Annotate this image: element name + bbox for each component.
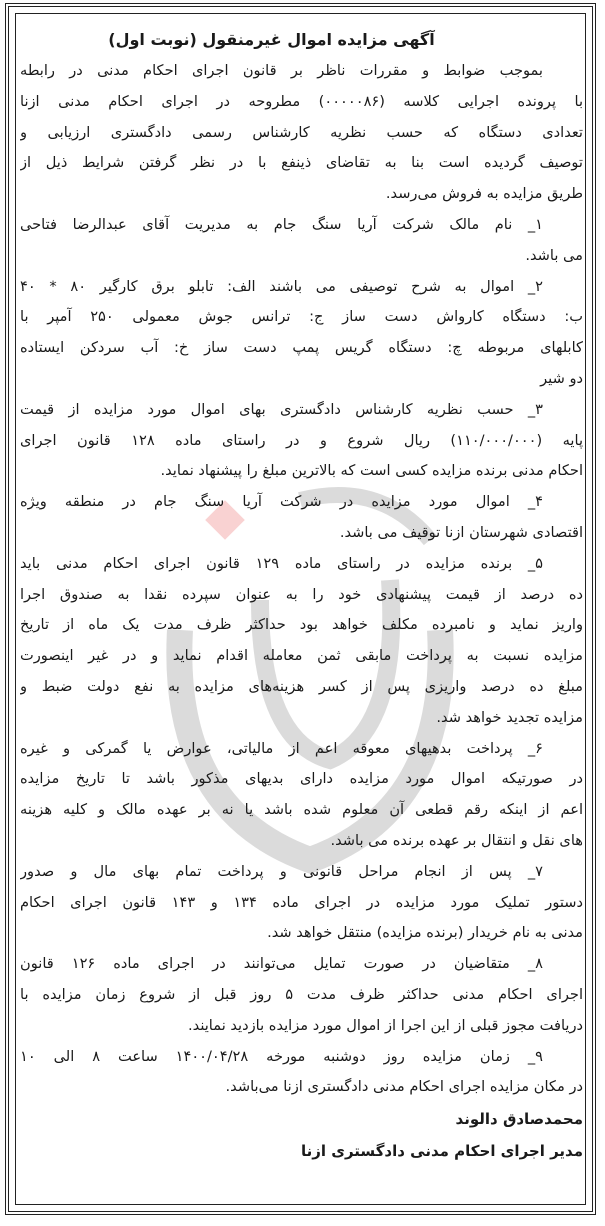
- notice-paragraph: [20, 734, 583, 857]
- notice-paragraphs: [20, 56, 583, 1103]
- notice-paragraph: [20, 549, 583, 734]
- signer-position: مدیر اجرای احکام مدنی دادگستری ازنا: [300, 1142, 583, 1161]
- paragraph-line: های نقل و انتقال بر عهده برنده می باشد.: [330, 831, 583, 849]
- paragraph-line: با پرونده اجرایی کلاسه (۰۰۰۰۰۸۶) مطروحه در اجرای احکام مدنی ازنا: [20, 92, 583, 110]
- paragraph-line: مبلغ ده درصد واریزی پس از کسر هزینه‌های مزایده به نفع دولت ضبط و: [20, 677, 583, 695]
- paragraph-line: ۲_ اموال به شرح توصیفی می باشند الف: تابلو برق کارگیر ۸۰ * ۴۰: [20, 277, 544, 295]
- paragraph-line: ۷_ پس از انجام مراحل قانونی و پرداخت تمام بهای مال و صدور: [20, 862, 543, 880]
- paragraph-line: ۴_ اموال مورد مزایده در شرکت آریا سنگ جام در منطقه ویژه: [20, 493, 543, 511]
- paragraph-line: مزایده تجدید خواهد شد.: [436, 708, 583, 726]
- paragraph-line: ۹_ زمان مزایده روز دوشنبه مورخه ۱۴۰۰/۰۴/۲۸ ساعت ۸ الی ۱۰: [20, 1047, 544, 1065]
- paragraph-line: ۳_ حسب نظریه کارشناس دادگستری بهای اموال مورد مزایده از قیمت: [20, 400, 543, 418]
- paragraph-line: اجرای احکام مدنی حداکثر ظرف مدت ۵ روز قبل از شروع زمان مزایده با: [20, 985, 583, 1003]
- notice-paragraph: [20, 857, 583, 949]
- paragraph-line: تعدادی دستگاه که حسب نظریه کارشناس رسمی دادگستری ارزیابی و: [20, 123, 583, 141]
- paragraph-line: بموجب ضوابط و مقررات ناظر بر قانون اجرای احکام مدنی در رابطه: [20, 62, 543, 79]
- paragraph-line: ۸_ متقاضیان در صورت تمایل می‌توانند در اجرای ماده ۱۲۶ قانون: [20, 955, 544, 973]
- notice-paragraph: [20, 272, 583, 395]
- paragraph-line: واریز نماید و نامبرده مکلف خواهد بود حداکثر ظرف مدت یک ماه از تاریخ: [20, 616, 583, 634]
- paragraph-line: پایه (۱۱۰/۰۰۰/۰۰۰) ریال شروع و در راستای ماده ۱۲۸ قانون اجرای: [20, 431, 583, 449]
- paragraph-line: ۵_ برنده مزایده در راستای ماده ۱۲۹ قانون اجرای احکام مدنی باید: [20, 554, 544, 572]
- notice-body: [20, 24, 583, 1167]
- paragraph-line: دستور تملیک مورد مزایده در اجرای ماده ۱۳۴ و ۱۴۳ قانون اجرای احکام: [20, 893, 583, 911]
- paragraph-line: توصیف گردیده است بنا به تقاضای ذینفع با در نظر گرفتن شرایط ذیل از: [20, 154, 583, 172]
- notice-paragraph: [20, 487, 583, 549]
- paragraph-line: دریافت مجوز قبلی از این اجرا از اموال مورد مزایده بازدید نمایند.: [188, 1016, 583, 1034]
- notice-title: آگهی مزایده اموال غیرمنقول (نوبت اول): [108, 30, 435, 49]
- paragraph-line: دو شیر: [540, 369, 583, 387]
- paragraph-line: در صورتیکه اموال مورد مزایده دارای بدیهای مذکور باشد تا تاریخ مزایده: [20, 770, 583, 788]
- paragraph-line: ۱_ نام مالک شرکت آریا سنگ جام به مدیریت آقای عبدالرضا فتاحی: [20, 215, 543, 233]
- paragraph-line: ب: دستگاه کارواش دست ساز ج: ترانس جوش معمولی ۲۵۰ آمپر با: [20, 308, 583, 326]
- paragraph-line: ده درصد از قیمت پیشنهادی خود را به عنوان سپرده نقدا به صندوق اجرا: [20, 585, 583, 603]
- paragraph-line: در مکان مزایده اجرای احکام مدنی دادگستری ازنا می‌باشد.: [225, 1078, 583, 1096]
- notice-paragraph: [20, 1042, 583, 1104]
- notice-paragraph: [20, 949, 583, 1041]
- paragraph-line: طریق مزایده به فروش می‌رسد.: [385, 185, 583, 203]
- paragraph-line: اقتصادی شهرستان ازنا توقیف می باشد.: [339, 523, 583, 541]
- paragraph-line: اعم از اینکه رقم قطعی آن معلوم شده باشد یا نه بر عهده مالک و کلیه هزینه: [20, 801, 583, 819]
- notice-paragraph: [20, 56, 583, 210]
- paragraph-line: ۶_ پرداخت بدهیهای معوقه اعم از مالیاتی، عوارض یا گمرکی و غیره: [20, 739, 543, 757]
- paragraph-line: مزایده نسبت به پرداخت مابقی ثمن معامله اقدام نماید و در غیر اینصورت: [20, 647, 583, 665]
- paragraph-line: می باشد.: [525, 246, 583, 264]
- paragraph-line: احکام مدنی برنده مزایده کسی است که بالاترین مبلغ را پیشنهاد نماید.: [160, 462, 583, 480]
- notice-paragraph: [20, 395, 583, 487]
- paragraph-line: کابلهای مربوطه چ: دستگاه گریس پمپ دست ساز خ: آب سردکن ایستاده: [20, 339, 583, 357]
- signer-name: محمدصادق دالوند: [455, 1110, 583, 1129]
- paragraph-line: مدنی به نام خریدار (برنده مزایده) منتقل خواهد شد.: [267, 924, 583, 942]
- notice-paragraph: [20, 210, 583, 272]
